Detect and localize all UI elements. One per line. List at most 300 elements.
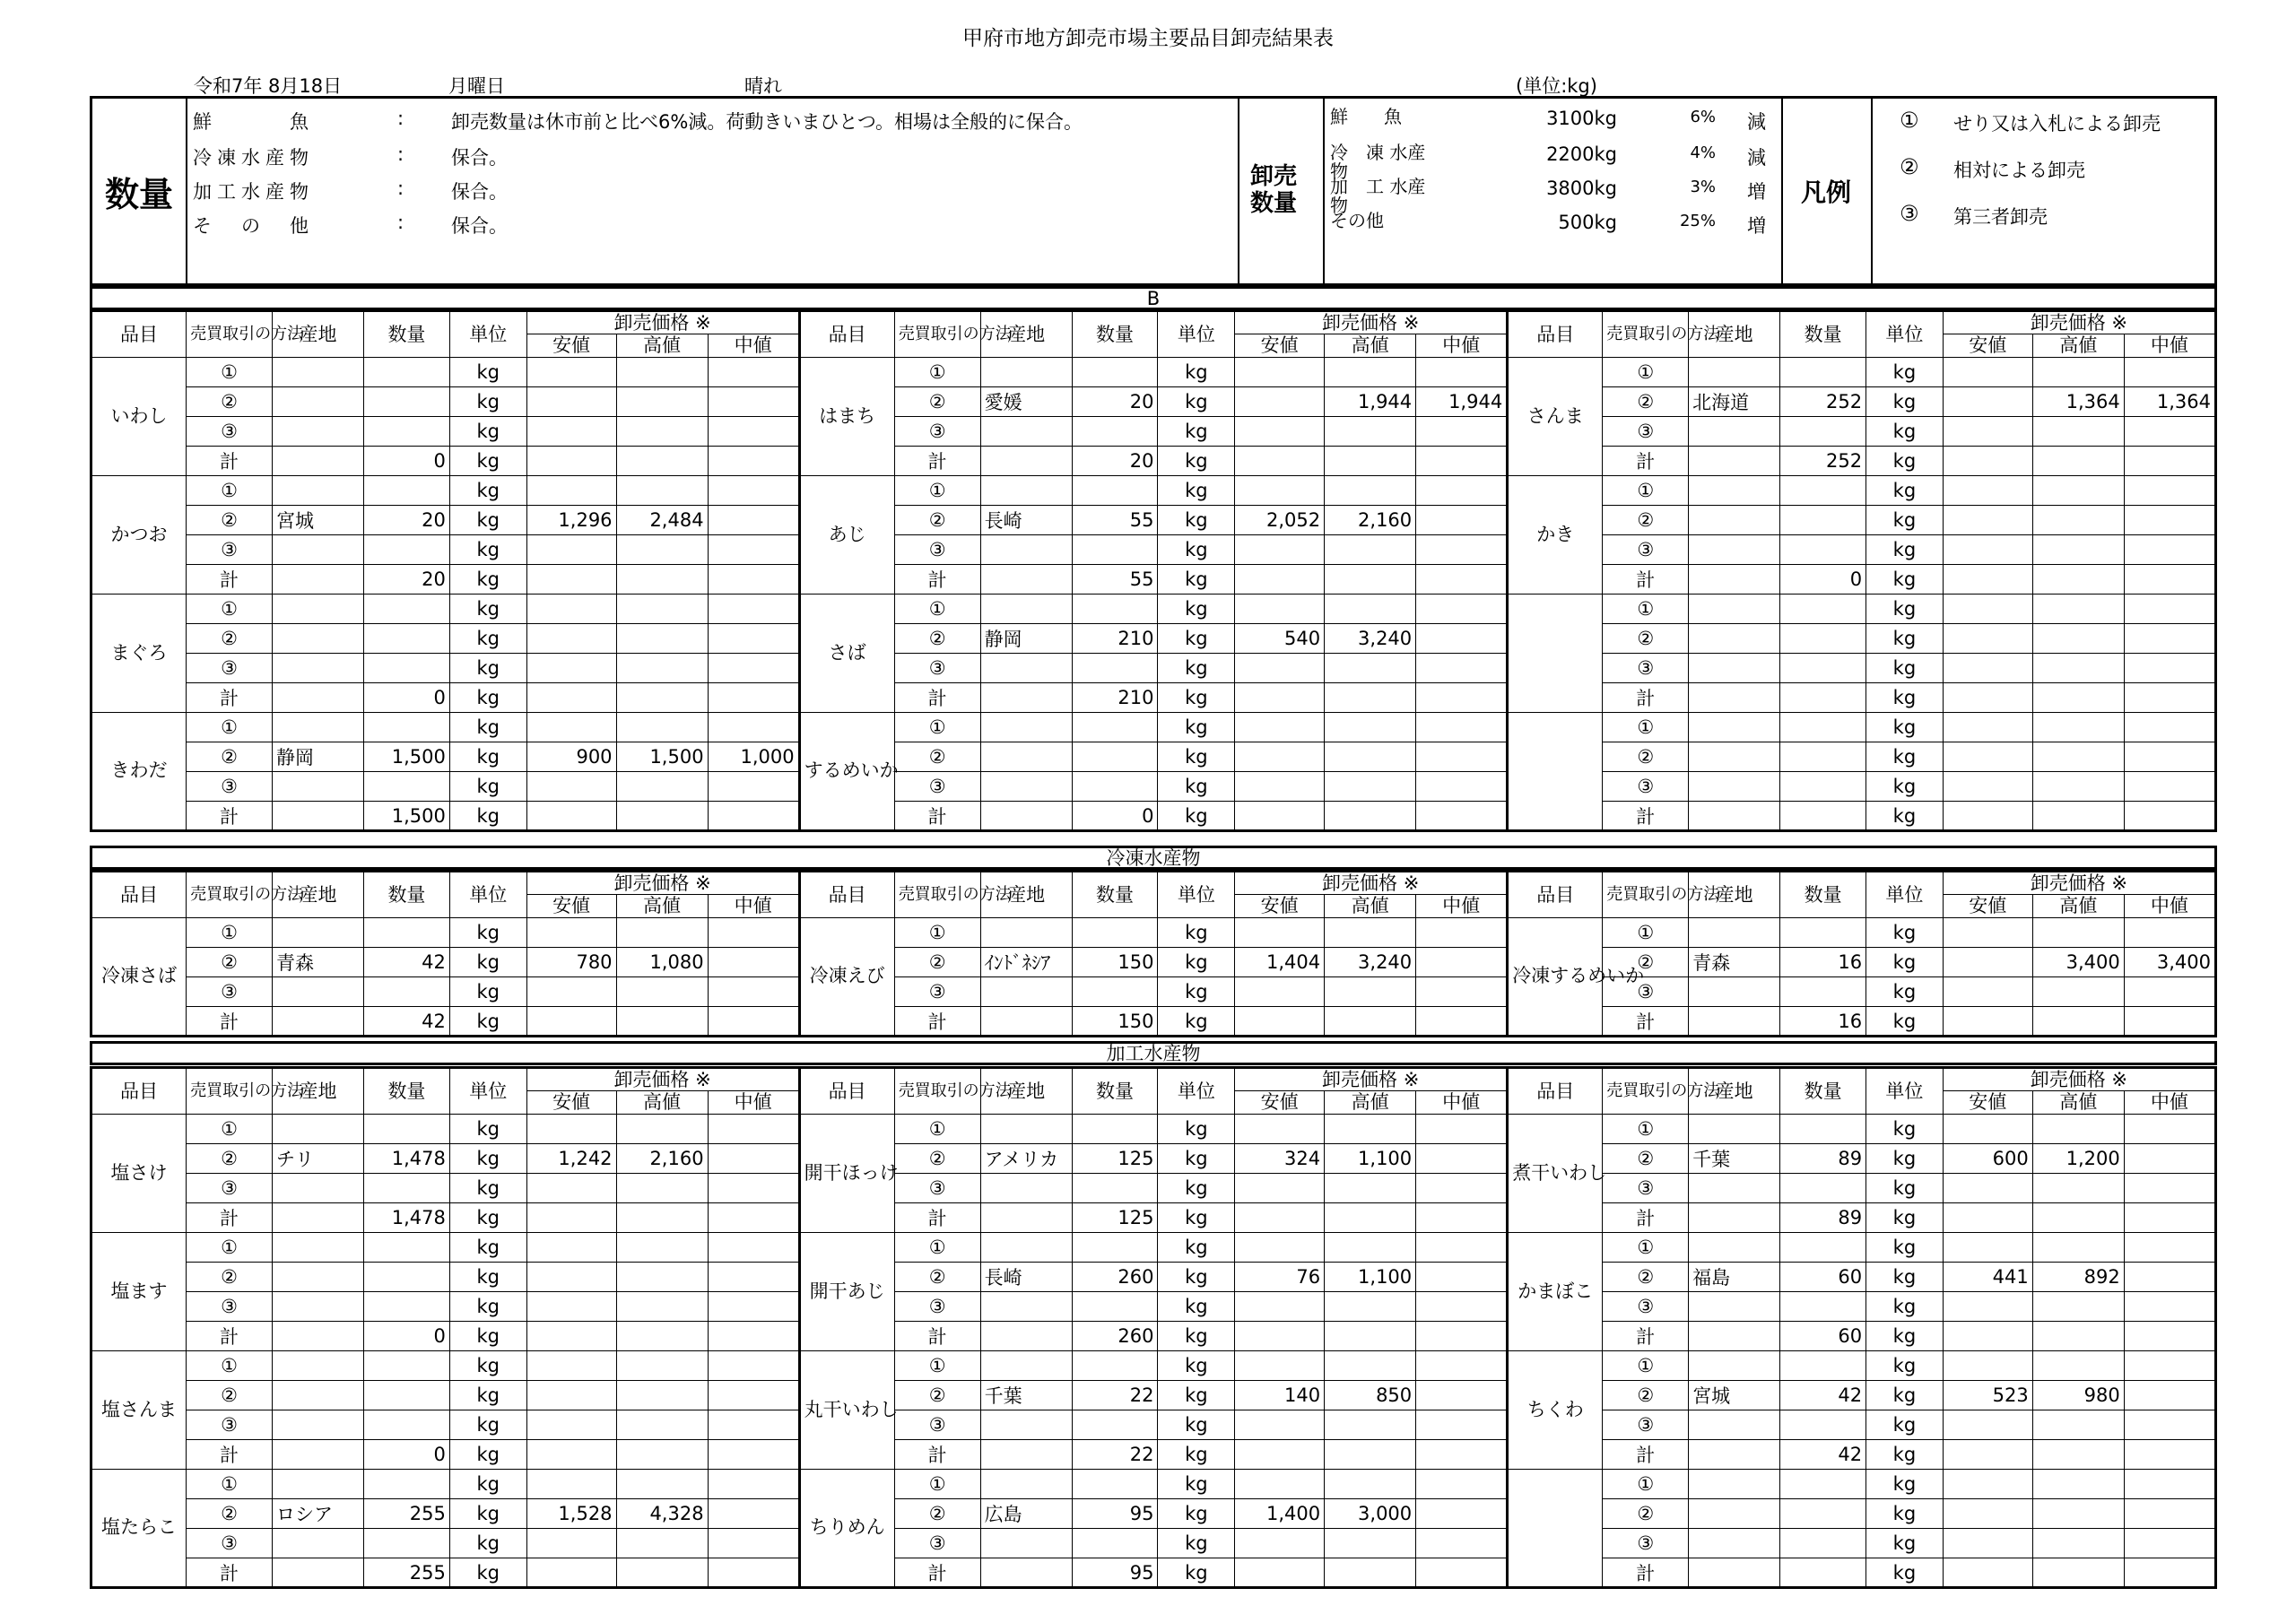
item-name: 開干あじ [799,1233,894,1351]
method-mark: ③ [187,1529,273,1558]
qty-pct: 3% [1690,178,1716,196]
col-high: 高値 [2032,334,2124,358]
unit-cell: kg [449,1440,526,1470]
col-qty: 数量 [1072,311,1158,358]
method-mark: ① [187,476,273,506]
table-row [91,1292,2216,1322]
mid-price-cell [708,683,799,713]
col-high: 高値 [1325,334,1416,358]
table-row [91,683,2216,713]
origin-cell [980,1233,1072,1263]
qty-cell: 0 [364,1440,450,1470]
qty-cell [1780,1115,1866,1144]
origin-cell [1689,417,1780,447]
method-mark: 計 [894,1203,980,1233]
high-price-cell [616,447,708,476]
mid-price-cell [1416,1203,1508,1233]
col-origin: 産地 [980,1068,1072,1115]
mid-price-cell [1416,1115,1508,1144]
unit-cell: kg [449,1351,526,1381]
unit-cell: kg [1866,1470,1944,1499]
col-unit: 単位 [1158,311,1235,358]
mid-price-cell [2124,654,2215,683]
origin-cell [1689,535,1780,565]
qty-cell [1780,1470,1866,1499]
table-row [91,1233,2216,1263]
col-unit: 単位 [1866,311,1944,358]
mid-price-cell [2124,1410,2215,1440]
low-price-cell [1943,713,2032,742]
qty-cell [1780,1174,1866,1203]
unit-cell: kg [449,1381,526,1410]
table-row [91,1381,2216,1410]
high-price-cell [1325,358,1416,387]
method-mark: ③ [894,535,980,565]
col-method: 売買取引の方法 [187,872,273,918]
qty-cell: 89 [1780,1203,1866,1233]
method-mark: 計 [1603,1203,1689,1233]
table-row [91,624,2216,654]
high-price-cell [1325,1440,1416,1470]
qty-cell [1780,506,1866,535]
low-price-cell [1943,977,2032,1007]
qty-cell [364,1351,450,1381]
col-qty: 数量 [364,1068,450,1115]
low-price-cell [526,1322,616,1351]
method-mark: 計 [1603,565,1689,595]
high-price-cell [2032,1410,2124,1440]
high-price-cell [616,1440,708,1470]
qty-cell: 20 [1072,447,1158,476]
high-price-cell [616,476,708,506]
col-mid: 中値 [708,334,799,358]
page-title: 甲府市地方卸売市場主要品目卸売結果表 [962,27,1334,50]
qty-cell [364,1233,450,1263]
col-origin: 産地 [272,311,363,358]
high-price-cell: 2,160 [616,1144,708,1174]
qty-cell: 252 [1780,387,1866,417]
origin-cell: チリ [272,1144,363,1174]
low-price-cell [526,772,616,802]
low-price-cell [1943,1558,2032,1588]
mid-price-cell [2124,417,2215,447]
low-price-cell [1943,476,2032,506]
method-mark: ① [1603,918,1689,948]
mid-price-cell [708,387,799,417]
method-mark: ③ [187,772,273,802]
mid-price-cell [2124,1440,2215,1470]
qty-cell: 55 [1072,565,1158,595]
high-price-cell: 1,100 [1325,1263,1416,1292]
unit-cell: kg [1158,1558,1235,1588]
low-price-cell [1235,1322,1325,1351]
col-qty: 数量 [364,311,450,358]
origin-cell [272,387,363,417]
qty-cell: 210 [1072,624,1158,654]
unit-cell: kg [449,358,526,387]
unit-cell: kg [449,1174,526,1203]
origin-cell [980,1410,1072,1440]
low-price-cell [1943,1233,2032,1263]
mid-price-cell [1416,1322,1508,1351]
item-name: さば [799,595,894,713]
method-mark: 計 [1603,802,1689,831]
high-price-cell [1325,1115,1416,1144]
summary-text: 保合。 [451,181,508,203]
qty-cell [1072,595,1158,624]
origin-cell [1689,977,1780,1007]
table-row [91,358,2216,387]
item-name: かまぼこ [1508,1233,1603,1351]
high-price-cell [616,1351,708,1381]
col-qty: 数量 [1072,1068,1158,1115]
mid-price-cell: 1,944 [1416,387,1508,417]
method-mark: ① [894,1470,980,1499]
unit-cell: kg [1158,742,1235,772]
method-mark: ① [187,1470,273,1499]
origin-cell [272,1529,363,1558]
unit-cell: kg [1158,624,1235,654]
summary-category: 鮮 魚 [193,111,314,133]
method-mark: ③ [894,1529,980,1558]
method-mark: ① [894,713,980,742]
qty-cell [1780,977,1866,1007]
col-origin: 産地 [1689,311,1780,358]
origin-cell [980,1529,1072,1558]
low-price-cell [1943,1470,2032,1499]
qty-cell [1072,713,1158,742]
qty-cell [364,358,450,387]
origin-cell: 福島 [1689,1263,1780,1292]
low-price-cell [1235,918,1325,948]
qty-cell [364,1174,450,1203]
method-mark: ③ [1603,1529,1689,1558]
col-item: 品目 [799,311,894,358]
unit-cell: kg [449,1203,526,1233]
high-price-cell [2032,447,2124,476]
origin-cell [980,802,1072,831]
high-price-cell [616,1233,708,1263]
high-price-cell: 3,240 [1325,948,1416,977]
origin-cell: ロシア [272,1499,363,1529]
origin-cell [980,1440,1072,1470]
unit-cell: kg [1866,1351,1944,1381]
qty-cell [1780,1499,1866,1529]
unit-cell: kg [1158,476,1235,506]
low-price-cell [1235,1558,1325,1588]
origin-cell [272,447,363,476]
low-price-cell [1235,565,1325,595]
origin-cell [272,1322,363,1351]
mid-price-cell [1416,977,1508,1007]
low-price-cell [1943,1007,2032,1037]
unit-cell: kg [1866,447,1944,476]
mid-price-cell [1416,742,1508,772]
mid-price-cell [708,654,799,683]
mid-price-cell [2124,1558,2215,1588]
qty-category: 鮮 魚 [1330,106,1402,127]
unit-cell: kg [449,713,526,742]
origin-cell [272,624,363,654]
low-price-cell [526,1263,616,1292]
origin-cell [1689,595,1780,624]
origin-cell [1689,742,1780,772]
origin-cell [1689,1007,1780,1037]
high-price-cell: 3,400 [2032,948,2124,977]
qty-cell [1072,1470,1158,1499]
method-mark: ③ [187,1174,273,1203]
table-row [91,1115,2216,1144]
mid-price-cell [708,1115,799,1144]
colon: : [397,108,404,129]
high-price-cell [2032,595,2124,624]
method-mark: ② [187,506,273,535]
method-mark: ① [1603,476,1689,506]
results-table [90,309,2217,832]
method-mark: ① [187,1115,273,1144]
high-price-cell [2032,1499,2124,1529]
mid-price-cell [708,1292,799,1322]
mid-price-cell [1416,948,1508,977]
method-mark: 計 [1603,1440,1689,1470]
method-mark: ① [187,595,273,624]
qty-kg: 3800kg [1546,178,1617,199]
unit-cell: kg [1158,535,1235,565]
origin-cell [1689,1558,1780,1588]
table-row [91,742,2216,772]
qty-cell: 42 [1780,1381,1866,1410]
unit-cell: kg [1866,1440,1944,1470]
low-price-cell [526,595,616,624]
col-low: 安値 [1943,1091,2032,1115]
low-price-cell [1943,535,2032,565]
high-price-cell [616,1292,708,1322]
table-row [91,1322,2216,1351]
qty-cell [364,417,450,447]
origin-cell [1689,476,1780,506]
mid-price-cell [2124,742,2215,772]
mid-price-cell [2124,918,2215,948]
high-price-cell [616,624,708,654]
origin-cell [1689,683,1780,713]
col-method: 売買取引の方法 [894,311,980,358]
col-item: 品目 [91,1068,187,1115]
col-high: 高値 [616,895,708,918]
mid-price-cell [2124,1292,2215,1322]
origin-cell: アメリカ [980,1144,1072,1174]
unit-cell: kg [1158,595,1235,624]
mid-price-cell [1416,358,1508,387]
mid-price-cell [1416,772,1508,802]
low-price-cell [1943,948,2032,977]
unit-cell: kg [449,387,526,417]
qty-cell: 210 [1072,683,1158,713]
origin-cell: 千葉 [1689,1144,1780,1174]
unit-cell: kg [1158,1351,1235,1381]
mid-price-cell [708,713,799,742]
qty-cell [1780,1529,1866,1558]
method-mark: 計 [894,447,980,476]
table-row [91,713,2216,742]
date: 令和7年 8月18日 [194,75,343,97]
col-mid: 中値 [1416,334,1508,358]
mid-price-cell [1416,1174,1508,1203]
method-mark: ② [1603,506,1689,535]
col-method: 売買取引の方法 [894,1068,980,1115]
wholesale-qty-label: 卸売数量 [1249,163,1297,217]
method-mark: ③ [894,772,980,802]
high-price-cell [1325,565,1416,595]
summary-text: 保合。 [451,215,508,237]
qty-cell: 95 [1072,1558,1158,1588]
mid-price-cell [708,1529,799,1558]
high-price-cell [616,595,708,624]
mid-price-cell [2124,1007,2215,1037]
high-price-cell [616,1410,708,1440]
table-row [91,1144,2216,1174]
high-price-cell [1325,1529,1416,1558]
qty-cell [364,1292,450,1322]
origin-cell: 北海道 [1689,387,1780,417]
qty-pct: 6% [1690,108,1716,126]
low-price-cell [1235,1351,1325,1381]
low-price-cell [526,918,616,948]
low-price-cell [526,1558,616,1588]
qty-cell [1072,1233,1158,1263]
unit-cell: kg [1158,1263,1235,1292]
unit-cell: kg [449,1263,526,1292]
table-row [91,447,2216,476]
unit-cell: kg [1158,1203,1235,1233]
low-price-cell [526,476,616,506]
qty-category: 加 工 水産物 [1330,176,1426,216]
high-price-cell [1325,1410,1416,1440]
qty-cell [1780,742,1866,772]
origin-cell [980,417,1072,447]
qty-cell: 22 [1072,1440,1158,1470]
item-name: あじ [799,476,894,595]
col-item: 品目 [1508,872,1603,918]
high-price-cell [2032,358,2124,387]
low-price-cell [1235,1233,1325,1263]
item-name: かつお [91,476,187,595]
low-price-cell [1235,535,1325,565]
low-price-cell [526,535,616,565]
method-mark: ① [894,1233,980,1263]
qty-cell: 0 [364,683,450,713]
qty-cell: 20 [1072,387,1158,417]
method-mark: ② [187,1263,273,1292]
unit-cell: kg [1866,977,1944,1007]
low-price-cell [526,713,616,742]
qty-kg: 2200kg [1546,143,1617,165]
item-name [1508,713,1603,831]
unit-cell: kg [449,1470,526,1499]
unit-cell: kg [449,1499,526,1529]
method-mark: ① [187,358,273,387]
low-price-cell [1943,1351,2032,1381]
qty-cell [1780,1233,1866,1263]
col-price: 卸売価格 ※ [1235,311,1508,334]
method-mark: ③ [187,417,273,447]
mid-price-cell [708,595,799,624]
qty-cell [364,1263,450,1292]
origin-cell [1689,1470,1780,1499]
low-price-cell [526,977,616,1007]
low-price-cell: 324 [1235,1144,1325,1174]
low-price-cell [1235,654,1325,683]
unit-cell: kg [1866,1292,1944,1322]
method-mark: 計 [894,1440,980,1470]
qty-direction: 減 [1747,111,1766,133]
mid-price-cell [708,1499,799,1529]
high-price-cell [1325,447,1416,476]
low-price-cell: 900 [526,742,616,772]
origin-cell [272,535,363,565]
origin-cell [272,476,363,506]
low-price-cell [1943,802,2032,831]
qty-cell [1072,1351,1158,1381]
table-row [91,654,2216,683]
qty-cell [364,535,450,565]
qty-kg: 3100kg [1546,108,1617,129]
low-price-cell [526,1440,616,1470]
qty-cell: 0 [364,1322,450,1351]
origin-cell [980,565,1072,595]
origin-cell [272,1292,363,1322]
origin-cell [1689,358,1780,387]
mid-price-cell [708,1440,799,1470]
unit-cell: kg [1866,624,1944,654]
method-mark: ② [187,624,273,654]
qty-cell [1072,654,1158,683]
qty-cell [1780,1292,1866,1322]
table-row [91,506,2216,535]
high-price-cell [2032,1292,2124,1322]
low-price-cell [1943,595,2032,624]
low-price-cell [526,1351,616,1381]
qty-cell [1780,624,1866,654]
unit-cell: kg [449,772,526,802]
method-mark: ① [894,1351,980,1381]
method-mark: ① [894,358,980,387]
unit-cell: kg [449,1529,526,1558]
method-mark: ① [187,713,273,742]
col-high: 高値 [2032,1091,2124,1115]
mid-price-cell [1416,565,1508,595]
qty-cell [1780,713,1866,742]
mid-price-cell [708,506,799,535]
mid-price-cell [2124,1233,2215,1263]
method-mark: ① [187,918,273,948]
col-high: 高値 [2032,895,2124,918]
qty-cell [364,1410,450,1440]
unit-cell: kg [1158,417,1235,447]
col-qty: 数量 [1780,311,1866,358]
mid-price-cell [1416,447,1508,476]
high-price-cell [1325,742,1416,772]
col-origin: 産地 [272,872,363,918]
method-mark: ① [1603,1233,1689,1263]
high-price-cell [616,1470,708,1499]
table-row [91,1558,2216,1588]
qty-cell: 89 [1780,1144,1866,1174]
qty-cell: 22 [1072,1381,1158,1410]
unit-cell: kg [1158,1440,1235,1470]
high-price-cell [2032,802,2124,831]
method-mark: ③ [187,977,273,1007]
origin-cell [272,417,363,447]
